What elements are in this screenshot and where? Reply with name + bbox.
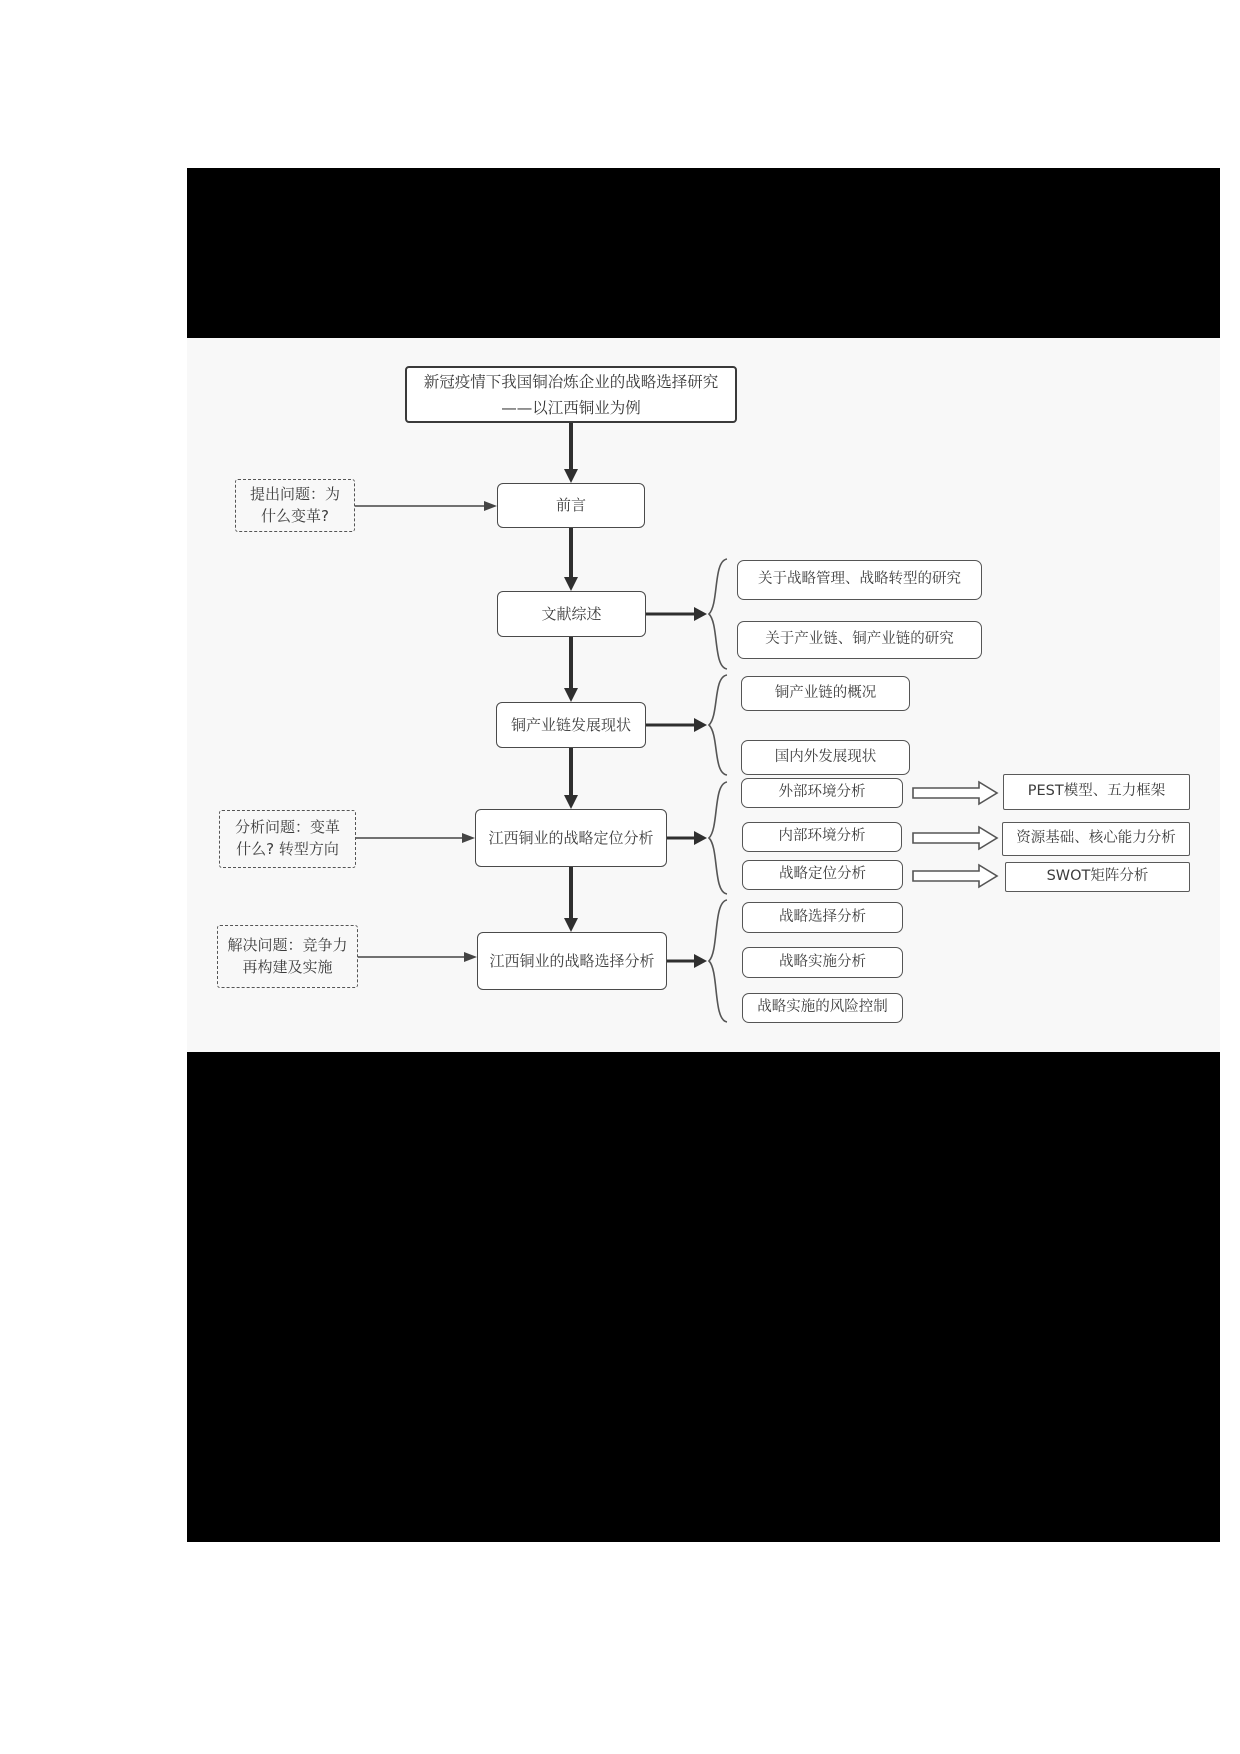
note-raise-question: 提出问题：为 什么变革? [235, 479, 355, 532]
redacted-block-top [187, 168, 1220, 338]
branch-positioning-analysis: 战略定位分析 [742, 860, 903, 890]
branch-implementation-risk-control: 战略实施的风险控制 [742, 993, 903, 1023]
node-strategic-choice-analysis: 江西铜业的战略选择分析 [477, 932, 667, 990]
branch-domestic-foreign-status: 国内外发展现状 [741, 740, 910, 775]
branch-strategy-choice-analysis: 战略选择分析 [742, 902, 903, 933]
branch-strategy-implementation-analysis: 战略实施分析 [742, 947, 903, 978]
curly-braces [709, 559, 727, 1022]
branch-internal-environment-analysis: 内部环境分析 [742, 822, 902, 852]
branch-arrows [646, 607, 707, 968]
note-solve-question: 解决问题：竞争力 再构建及实施 [217, 925, 358, 988]
redacted-block-bottom [187, 1052, 1220, 1542]
branch-strategic-management-research: 关于战略管理、战略转型的研究 [737, 560, 982, 600]
method-swot-matrix: SWOT矩阵分析 [1005, 862, 1190, 892]
note-analyze-question: 分析问题：变革 什么? 转型方向 [219, 810, 356, 868]
node-strategic-positioning-analysis: 江西铜业的战略定位分析 [475, 809, 667, 867]
node-introduction: 前言 [497, 483, 645, 528]
block-arrows [913, 782, 997, 887]
branch-external-environment-analysis: 外部环境分析 [741, 778, 903, 808]
method-resource-core-competence: 资源基础、核心能力分析 [1002, 822, 1190, 856]
branch-industry-chain-overview: 铜产业链的概况 [741, 676, 910, 711]
thesis-title-box: 新冠疫情下我国铜冶炼企业的战略选择研究 ——以江西铜业为例 [405, 366, 737, 423]
node-literature-review: 文献综述 [497, 591, 646, 637]
method-pest-five-forces: PEST模型、五力框架 [1003, 774, 1190, 810]
node-copper-industry-status: 铜产业链发展现状 [496, 702, 646, 748]
note-arrows [355, 501, 497, 962]
branch-industry-chain-research: 关于产业链、铜产业链的研究 [737, 621, 982, 659]
flowchart-canvas [187, 338, 1220, 1052]
